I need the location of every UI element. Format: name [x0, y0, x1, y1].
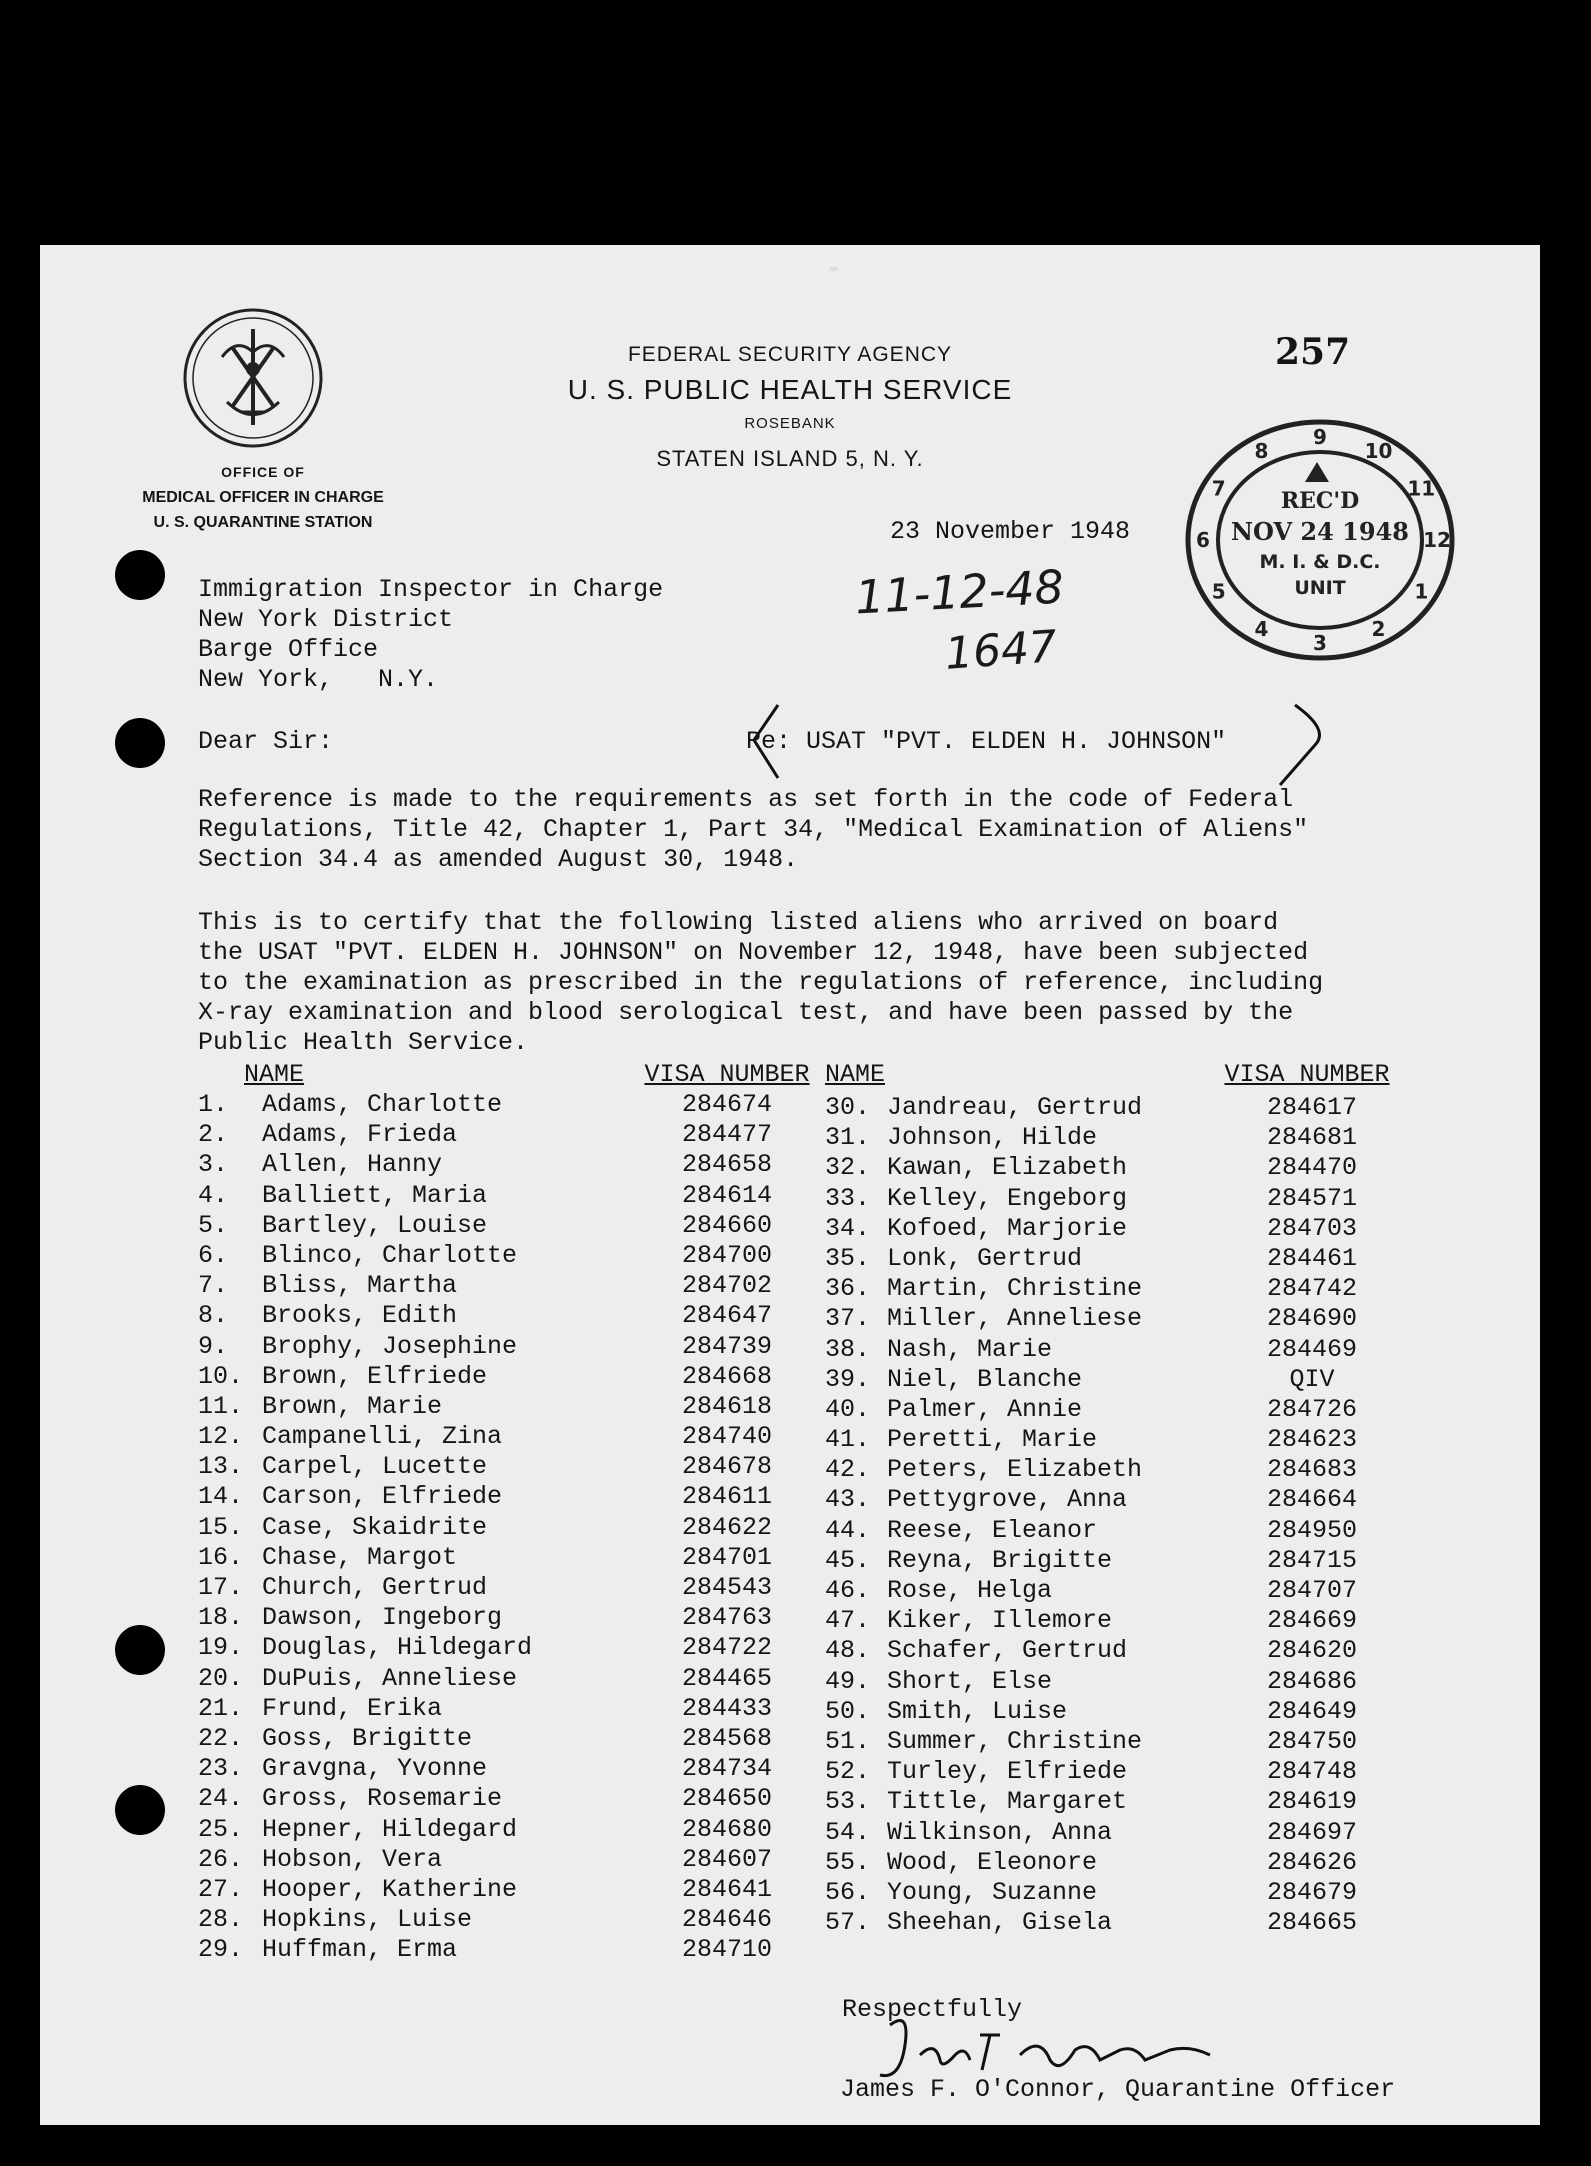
table-row	[825, 1878, 1397, 1908]
name-header: NAME	[825, 1060, 886, 1089]
visa-number: 284433	[681, 1693, 772, 1723]
alien-name: Jandreau, Gertrud	[887, 1093, 1143, 1122]
triangle-icon	[1305, 462, 1329, 482]
row-number: 6.	[198, 1240, 229, 1270]
alien-name: Brown, Marie	[262, 1391, 443, 1421]
visa-number: 284461	[1266, 1243, 1357, 1273]
alien-name: Carson, Elfriede	[262, 1482, 503, 1512]
visa-number: 284646	[681, 1905, 772, 1935]
row-number: 53.	[825, 1787, 871, 1817]
letter-date: 23 November 1948	[890, 517, 1131, 546]
alien-name: Johnson, Hilde	[887, 1123, 1098, 1153]
alien-name: Brown, Elfriede	[262, 1361, 488, 1391]
visa-number: 284465	[681, 1663, 772, 1693]
alien-name: Hopkins, Luise	[262, 1905, 473, 1935]
visa-number: 284568	[681, 1723, 772, 1753]
stamp-line-1: REC'D	[1280, 488, 1360, 514]
alien-name: Adams, Charlotte	[262, 1090, 503, 1119]
visa-number: 284681	[1266, 1123, 1357, 1153]
stamp-ring-number: 2	[1371, 617, 1386, 642]
city: STATEN ISLAND 5, N. Y.	[656, 446, 924, 471]
row-number: 4.	[198, 1180, 229, 1210]
paragraph-line: Public Health Service.	[198, 1028, 529, 1057]
visa-number: 284679	[1266, 1877, 1357, 1907]
table-row	[825, 1546, 1397, 1576]
table-row	[198, 1573, 812, 1603]
row-number: 36.	[825, 1274, 871, 1304]
table-row	[198, 1694, 812, 1724]
row-number: 31.	[825, 1123, 871, 1153]
row-number: 8.	[198, 1301, 229, 1331]
table-row	[198, 1301, 812, 1331]
stamp-ring-number: 10	[1364, 438, 1393, 463]
office-block	[118, 460, 408, 535]
punch-hole	[115, 1625, 165, 1675]
alien-name: Peters, Elizabeth	[887, 1455, 1143, 1485]
table-row	[198, 1905, 812, 1935]
alien-name: Tittle, Margaret	[887, 1787, 1128, 1817]
alien-name: Kawan, Elizabeth	[887, 1153, 1128, 1183]
row-number: 5.	[198, 1210, 229, 1240]
alien-name: Blinco, Charlotte	[262, 1240, 518, 1270]
row-number: 1.	[198, 1090, 229, 1119]
row-number: 38.	[825, 1334, 871, 1364]
alien-name: Douglas, Hildegard	[262, 1633, 533, 1663]
table-row	[198, 1362, 812, 1392]
stamp-ring-number: 5	[1211, 579, 1226, 604]
row-number: 16.	[198, 1542, 244, 1572]
visa-number: 284686	[1266, 1666, 1357, 1696]
stamp-ring-number: 4	[1254, 617, 1269, 642]
signer-name: James F. O'Connor, Quarantine Officer	[840, 2075, 1396, 2104]
visa-number: 284722	[681, 1633, 772, 1663]
closing: Respectfully	[842, 1995, 1023, 2024]
row-number: 25.	[198, 1814, 244, 1844]
visa-number: 284660	[681, 1210, 772, 1240]
table-row	[198, 1392, 812, 1422]
alien-name: Lonk, Gertrud	[887, 1243, 1083, 1273]
visa-number: 284739	[681, 1331, 772, 1361]
visa-number: 284703	[1266, 1213, 1357, 1243]
stamp-date: NOV 24 1948	[1231, 517, 1409, 546]
row-number: 24.	[198, 1784, 244, 1814]
row-number: 41.	[825, 1425, 871, 1455]
row-number: 12.	[198, 1422, 244, 1452]
row-number: 32.	[825, 1153, 871, 1183]
alien-name: Balliett, Maria	[262, 1180, 488, 1210]
stamp-ring-number: 7	[1211, 476, 1226, 501]
re-line: Re: USAT "PVT. ELDEN H. JOHNSON"	[746, 727, 1227, 756]
alien-name: Kofoed, Marjorie	[887, 1213, 1128, 1243]
table-row	[198, 1543, 812, 1573]
row-number: 9.	[198, 1331, 229, 1361]
table-row	[198, 1211, 812, 1241]
visa-number: 284618	[681, 1391, 772, 1421]
row-number: 14.	[198, 1482, 244, 1512]
visa-number: 284664	[1266, 1485, 1357, 1515]
table-row	[825, 1908, 1397, 1938]
alien-name: Bartley, Louise	[262, 1210, 488, 1240]
alien-name: Brooks, Edith	[262, 1301, 458, 1331]
table-row	[825, 1365, 1397, 1395]
visa-number: QIV	[1289, 1364, 1335, 1394]
row-number: 52.	[825, 1757, 871, 1787]
alien-name: Campanelli, Zina	[262, 1422, 503, 1452]
visa-number: 284710	[681, 1935, 772, 1965]
row-number: 45.	[825, 1545, 871, 1575]
alien-name: Niel, Blanche	[887, 1364, 1083, 1394]
letterhead	[540, 340, 1040, 480]
row-number: 56.	[825, 1877, 871, 1907]
row-number: 15.	[198, 1512, 244, 1542]
visa-number: 284626	[1266, 1847, 1357, 1877]
public-health-seal-icon	[182, 307, 324, 449]
row-number: 17.	[198, 1573, 244, 1602]
visa-number: 284469	[1266, 1334, 1357, 1364]
alien-name: DuPuis, Anneliese	[262, 1663, 518, 1693]
alien-name: Schafer, Gertrud	[887, 1636, 1128, 1666]
row-number: 34.	[825, 1213, 871, 1243]
table-row	[825, 1395, 1397, 1425]
visa-number: 284748	[1266, 1757, 1357, 1787]
row-number: 44.	[825, 1515, 871, 1545]
row-number: 21.	[198, 1693, 244, 1723]
visa-number: 284470	[1266, 1153, 1357, 1183]
alien-list-right	[825, 1060, 1397, 1938]
visa-number: 284763	[681, 1603, 772, 1633]
row-number: 29.	[198, 1935, 244, 1965]
visa-number: 284619	[1266, 1787, 1357, 1817]
salutation: Dear Sir:	[198, 727, 334, 756]
recipient-address	[198, 575, 663, 695]
row-number: 23.	[198, 1754, 244, 1784]
row-number: 26.	[198, 1844, 244, 1874]
handwritten-number: 1647	[943, 621, 1059, 680]
row-number: 20.	[198, 1663, 244, 1693]
alien-name: Kiker, Illemore	[887, 1606, 1113, 1636]
alien-name: Summer, Christine	[887, 1726, 1143, 1756]
alien-name: Goss, Brigitte	[262, 1723, 473, 1753]
letter-page	[40, 245, 1540, 2125]
row-number: 39.	[825, 1364, 871, 1394]
table-row	[825, 1787, 1397, 1817]
alien-name: Turley, Elfriede	[887, 1757, 1128, 1787]
table-row	[198, 1724, 812, 1754]
visa-number: 284678	[681, 1452, 772, 1482]
alien-name: Hooper, Katherine	[262, 1874, 518, 1904]
table-row	[825, 1214, 1397, 1244]
visa-number: 284715	[1266, 1545, 1357, 1575]
table-row	[198, 1815, 812, 1845]
received-stamp	[1165, 410, 1475, 675]
alien-name: Adams, Frieda	[262, 1120, 458, 1150]
row-number: 51.	[825, 1726, 871, 1756]
visa-number: 284668	[681, 1361, 772, 1391]
row-number: 40.	[825, 1394, 871, 1424]
table-row	[825, 1818, 1397, 1848]
handwritten-date: 11-12-48	[853, 559, 1066, 625]
table-row	[825, 1425, 1397, 1455]
row-number: 49.	[825, 1666, 871, 1696]
dust-speck	[830, 267, 838, 271]
visa-number: 284726	[1266, 1394, 1357, 1424]
alien-name: Smith, Luise	[887, 1696, 1068, 1726]
table-row	[198, 1754, 812, 1784]
alien-name: Miller, Anneliese	[887, 1304, 1143, 1334]
visa-number: 284477	[681, 1120, 772, 1150]
table-row	[198, 1241, 812, 1271]
table-row	[198, 1845, 812, 1875]
paragraph-line: Section 34.4 as amended August 30, 1948.	[198, 845, 799, 874]
visa-number: 284680	[681, 1814, 772, 1844]
reference-paragraph	[198, 785, 1308, 875]
row-number: 2.	[198, 1120, 229, 1150]
certification-paragraph	[198, 908, 1323, 1058]
visa-number: 284658	[681, 1150, 772, 1180]
visa-number: 284701	[681, 1542, 772, 1572]
row-number: 10.	[198, 1361, 244, 1391]
stamp-ring-number: 1	[1414, 579, 1429, 604]
visa-number: 284543	[681, 1573, 772, 1602]
visa-number: 284674	[681, 1090, 772, 1119]
alien-name: Church, Gertrud	[262, 1573, 488, 1602]
row-number: 18.	[198, 1603, 244, 1633]
stamp-ring-number: 12	[1423, 528, 1451, 552]
alien-name: Hepner, Hildegard	[262, 1814, 518, 1844]
alien-name: Bliss, Martha	[262, 1271, 458, 1301]
row-number: 33.	[825, 1183, 871, 1213]
table-row	[825, 1848, 1397, 1878]
alien-name: Case, Skaidrite	[262, 1512, 488, 1542]
row-number: 54.	[825, 1817, 871, 1847]
visa-number: 284620	[1266, 1636, 1357, 1666]
paragraph-line: This is to certify that the following listed aliens who arrived on board	[198, 908, 1279, 937]
alien-name: Hobson, Vera	[262, 1844, 443, 1874]
table-row	[825, 1516, 1397, 1546]
table-row	[198, 1090, 812, 1120]
alien-name: Martin, Christine	[887, 1274, 1143, 1304]
table-row	[825, 1606, 1397, 1636]
table-row	[198, 1875, 812, 1905]
visa-number: 284641	[681, 1874, 772, 1904]
visa-number: 284742	[1266, 1274, 1357, 1304]
office-line-1: OFFICE OF	[221, 464, 305, 480]
visa-number: 284647	[681, 1301, 772, 1331]
column-header	[198, 1060, 812, 1090]
table-row	[825, 1153, 1397, 1183]
visa-number: 284707	[1266, 1576, 1357, 1605]
punch-hole	[115, 550, 165, 600]
visa-number: 284617	[1266, 1093, 1357, 1122]
stamp-line-4: UNIT	[1294, 577, 1346, 599]
paragraph-line: to the examination as prescribed in the regulations of reference, including	[198, 968, 1324, 997]
name-header: NAME	[244, 1060, 305, 1089]
table-row	[198, 1935, 812, 1965]
row-number: 35.	[825, 1243, 871, 1273]
row-number: 22.	[198, 1723, 244, 1753]
table-row	[825, 1636, 1397, 1666]
page-number: 257	[1275, 331, 1351, 373]
visa-header: VISA NUMBER	[644, 1060, 810, 1089]
alien-name: Brophy, Josephine	[262, 1331, 518, 1361]
visa-number: 284734	[681, 1754, 772, 1784]
row-number: 37.	[825, 1304, 871, 1334]
alien-name: Chase, Margot	[262, 1542, 458, 1572]
punch-hole	[115, 1785, 165, 1835]
visa-number: 284950	[1266, 1515, 1357, 1545]
visa-number: 284649	[1266, 1696, 1357, 1726]
visa-header: VISA NUMBER	[1224, 1060, 1390, 1089]
alien-name: Wilkinson, Anna	[887, 1817, 1113, 1847]
alien-name: Pettygrove, Anna	[887, 1485, 1128, 1515]
row-number: 55.	[825, 1847, 871, 1877]
visa-number: 284697	[1266, 1817, 1357, 1847]
visa-number: 284623	[1266, 1425, 1357, 1455]
table-row	[825, 1576, 1397, 1606]
paragraph-line: the USAT "PVT. ELDEN H. JOHNSON" on November 12, 1948, have been subjected	[198, 938, 1309, 967]
paragraph-line: X-ray examination and blood serological test, and have been passed by the	[198, 998, 1294, 1027]
visa-number: 284740	[681, 1422, 772, 1452]
office-line-2: MEDICAL OFFICER IN CHARGE	[142, 489, 384, 506]
row-number: 57.	[825, 1908, 871, 1938]
row-number: 27.	[198, 1874, 244, 1904]
row-number: 30.	[825, 1093, 871, 1122]
table-row	[198, 1482, 812, 1512]
table-row	[198, 1120, 812, 1150]
alien-name: Huffman, Erma	[262, 1935, 458, 1965]
visa-number: 284607	[681, 1844, 772, 1874]
stamp-ring-number: 8	[1254, 438, 1269, 463]
row-number: 19.	[198, 1633, 244, 1663]
alien-name: Allen, Hanny	[262, 1150, 443, 1180]
alien-name: Nash, Marie	[887, 1334, 1053, 1364]
table-row	[198, 1452, 812, 1482]
office-line-3: U. S. QUARANTINE STATION	[153, 514, 373, 531]
table-row	[825, 1093, 1397, 1123]
alien-name: Short, Else	[887, 1666, 1053, 1696]
visa-number: 284702	[681, 1271, 772, 1301]
visa-number: 284611	[681, 1482, 772, 1512]
table-row	[198, 1633, 812, 1663]
visa-number: 284669	[1266, 1606, 1357, 1636]
service-name: U. S. PUBLIC HEALTH SERVICE	[567, 374, 1013, 405]
stamp-ring-number: 11	[1407, 476, 1436, 501]
visa-number: 284683	[1266, 1455, 1357, 1485]
visa-number: 284622	[681, 1512, 772, 1542]
table-row	[825, 1697, 1397, 1727]
table-row	[825, 1335, 1397, 1365]
table-row	[825, 1455, 1397, 1485]
alien-name: Sheehan, Gisela	[887, 1908, 1113, 1938]
row-number: 13.	[198, 1452, 244, 1482]
table-row	[198, 1181, 812, 1211]
punch-hole	[115, 718, 165, 768]
table-row	[825, 1244, 1397, 1274]
alien-name: Reyna, Brigitte	[887, 1545, 1113, 1575]
row-number: 28.	[198, 1905, 244, 1935]
table-row	[825, 1184, 1397, 1214]
table-row	[825, 1304, 1397, 1334]
row-number: 42.	[825, 1455, 871, 1485]
stamp-ring-number: 3	[1313, 631, 1327, 655]
alien-name: Gravgna, Yvonne	[262, 1754, 488, 1784]
alien-name: Gross, Rosemarie	[262, 1784, 503, 1814]
alien-name: Reese, Eleanor	[887, 1515, 1098, 1545]
table-row	[825, 1667, 1397, 1697]
column-header	[825, 1060, 1397, 1090]
table-row	[198, 1150, 812, 1180]
table-row	[825, 1123, 1397, 1153]
address-line: New York, N.Y.	[198, 665, 439, 694]
table-row	[825, 1757, 1397, 1787]
alien-name: Carpel, Lucette	[262, 1452, 488, 1482]
alien-list-left	[198, 1060, 812, 1965]
row-number: 48.	[825, 1636, 871, 1666]
alien-name: Young, Suzanne	[887, 1877, 1098, 1907]
row-number: 50.	[825, 1696, 871, 1726]
row-number: 7.	[198, 1271, 229, 1301]
stamp-ring-number: 6	[1196, 528, 1210, 552]
table-row	[198, 1422, 812, 1452]
visa-number: 284571	[1266, 1183, 1357, 1213]
row-number: 47.	[825, 1606, 871, 1636]
alien-name: Frund, Erika	[262, 1693, 443, 1723]
table-row	[198, 1603, 812, 1633]
alien-name: Wood, Eleonore	[887, 1847, 1098, 1877]
agency-name: FEDERAL SECURITY AGENCY	[627, 343, 953, 366]
paragraph-line: Regulations, Title 42, Chapter 1, Part 34, "Medical Examination of Aliens"	[198, 815, 1309, 844]
visa-number: 284614	[681, 1180, 772, 1210]
row-number: 11.	[198, 1391, 244, 1421]
address-line: Barge Office	[198, 635, 379, 664]
visa-number: 284700	[681, 1240, 772, 1270]
table-row	[198, 1271, 812, 1301]
table-row	[825, 1727, 1397, 1757]
table-row	[198, 1784, 812, 1814]
visa-number: 284650	[681, 1784, 772, 1814]
table-row	[198, 1664, 812, 1694]
stamp-line-3: M. I. & D.C.	[1259, 551, 1381, 573]
visa-number: 284665	[1266, 1908, 1357, 1938]
alien-name: Rose, Helga	[887, 1576, 1053, 1605]
address-line: New York District	[198, 605, 454, 634]
paragraph-line: Reference is made to the requirements as set forth in the code of Federal	[198, 785, 1294, 814]
stamp-ring-number: 9	[1313, 425, 1327, 449]
alien-name: Dawson, Ingeborg	[262, 1603, 503, 1633]
table-row	[198, 1332, 812, 1362]
row-number: 43.	[825, 1485, 871, 1515]
visa-number: 284690	[1266, 1304, 1357, 1334]
visa-number: 284750	[1266, 1726, 1357, 1756]
row-number: 3.	[198, 1150, 229, 1180]
address-line: Immigration Inspector in Charge	[198, 575, 664, 604]
table-row	[825, 1485, 1397, 1515]
alien-name: Peretti, Marie	[887, 1425, 1098, 1455]
alien-name: Palmer, Annie	[887, 1394, 1083, 1424]
table-row	[825, 1274, 1397, 1304]
table-row	[198, 1513, 812, 1543]
locality: ROSEBANK	[744, 415, 836, 432]
row-number: 46.	[825, 1576, 871, 1605]
alien-name: Kelley, Engeborg	[887, 1183, 1128, 1213]
